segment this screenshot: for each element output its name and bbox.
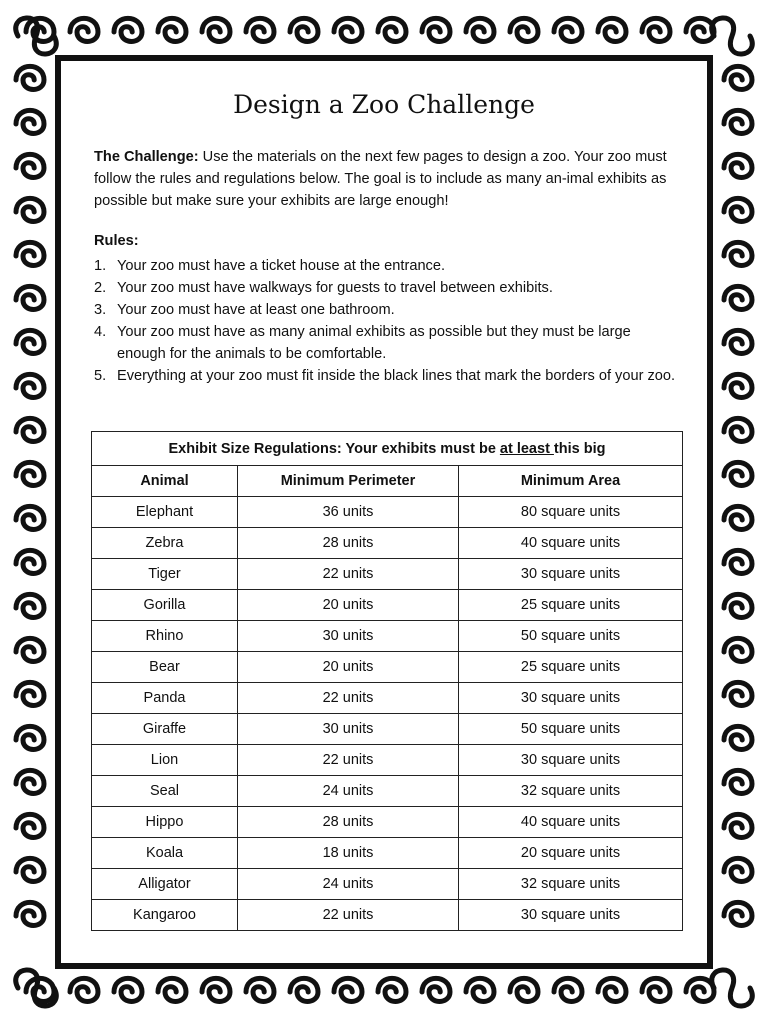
challenge-label: The Challenge: [94,149,199,165]
caption-text: Exhibit Size Regulations: Your exhibits must be [168,440,500,457]
table-row [92,528,683,559]
table-row [92,776,683,807]
table-row [92,900,683,931]
table-row [92,590,683,621]
perimeter-cell: 22 units [238,745,459,776]
challenge-paragraph [94,146,674,212]
area-cell: 32 square units [459,869,683,900]
animal-cell: Rhino [92,621,238,652]
rule-text: Your zoo must have as many animal exhibits as possible but they must be large enough for the animals to be comfortable. [117,324,631,362]
table-row [92,838,683,869]
rule-number: 4. [94,324,107,340]
table-caption [92,432,683,466]
area-cell: 80 square units [459,497,683,528]
area-cell: 30 square units [459,745,683,776]
animal-cell: Hippo [92,807,238,838]
rules-list [94,255,678,387]
rule-item [94,299,678,321]
exhibit-size-table [91,431,683,931]
perimeter-cell: 28 units [238,528,459,559]
table-row [92,652,683,683]
rule-text: Your zoo must have at least one bathroom. [117,302,395,318]
rule-item [94,321,678,365]
perimeter-cell: 20 units [238,590,459,621]
area-cell: 25 square units [459,590,683,621]
animal-cell: Bear [92,652,238,683]
animal-cell: Zebra [92,528,238,559]
animal-cell: Tiger [92,559,238,590]
animal-cell: Lion [92,745,238,776]
animal-cell: Kangaroo [92,900,238,931]
area-cell: 32 square units [459,776,683,807]
table-row [92,559,683,590]
column-header-animal: Animal [92,466,238,497]
rule-number: 3. [94,302,107,318]
caption-end: this big [553,440,606,457]
area-cell: 30 square units [459,559,683,590]
rule-item [94,365,678,387]
perimeter-cell: 24 units [238,869,459,900]
area-cell: 30 square units [459,683,683,714]
rule-text: Your zoo must have walkways for guests to travel between exhibits. [117,280,553,296]
rule-number: 1. [94,258,107,274]
area-cell: 50 square units [459,714,683,745]
area-cell: 20 square units [459,838,683,869]
rule-item [94,255,678,277]
area-cell: 40 square units [459,807,683,838]
animal-cell: Panda [92,683,238,714]
rule-number: 2. [94,280,107,296]
perimeter-cell: 36 units [238,497,459,528]
worksheet-page [62,62,706,962]
animal-cell: Seal [92,776,238,807]
animal-cell: Alligator [92,869,238,900]
animal-cell: Giraffe [92,714,238,745]
animal-cell: Gorilla [92,590,238,621]
challenge-text: Use the materials on the next few pages to design a zoo. Your zoo must follow the rules and regulations below. The goal is to include as many an-imal exhibits as possible but make sure your exhibits are large enough! [94,149,667,209]
perimeter-cell: 24 units [238,776,459,807]
rule-number: 5. [94,368,107,384]
column-header-perimeter: Minimum Perimeter [238,466,459,497]
perimeter-cell: 30 units [238,621,459,652]
table-row [92,621,683,652]
perimeter-cell: 18 units [238,838,459,869]
table-row [92,869,683,900]
caption-emphasis: at least [499,440,554,457]
table-row [92,745,683,776]
perimeter-cell: 22 units [238,900,459,931]
perimeter-cell: 28 units [238,807,459,838]
area-cell: 40 square units [459,528,683,559]
perimeter-cell: 30 units [238,714,459,745]
rule-text: Everything at your zoo must fit inside the black lines that mark the borders of your zoo. [117,368,676,384]
area-cell: 50 square units [459,621,683,652]
rule-text: Your zoo must have a ticket house at the entrance. [117,258,446,274]
table-row [92,807,683,838]
table-row [92,497,683,528]
table-row [92,683,683,714]
rules-heading: Rules: [94,233,139,249]
perimeter-cell: 22 units [238,683,459,714]
table-row [92,714,683,745]
animal-cell: Koala [92,838,238,869]
page-title: Design a Zoo Challenge [233,90,535,119]
area-cell: 25 square units [459,652,683,683]
perimeter-cell: 22 units [238,559,459,590]
area-cell: 30 square units [459,900,683,931]
rule-item [94,277,678,299]
column-header-area: Minimum Area [459,466,683,497]
animal-cell: Elephant [92,497,238,528]
perimeter-cell: 20 units [238,652,459,683]
